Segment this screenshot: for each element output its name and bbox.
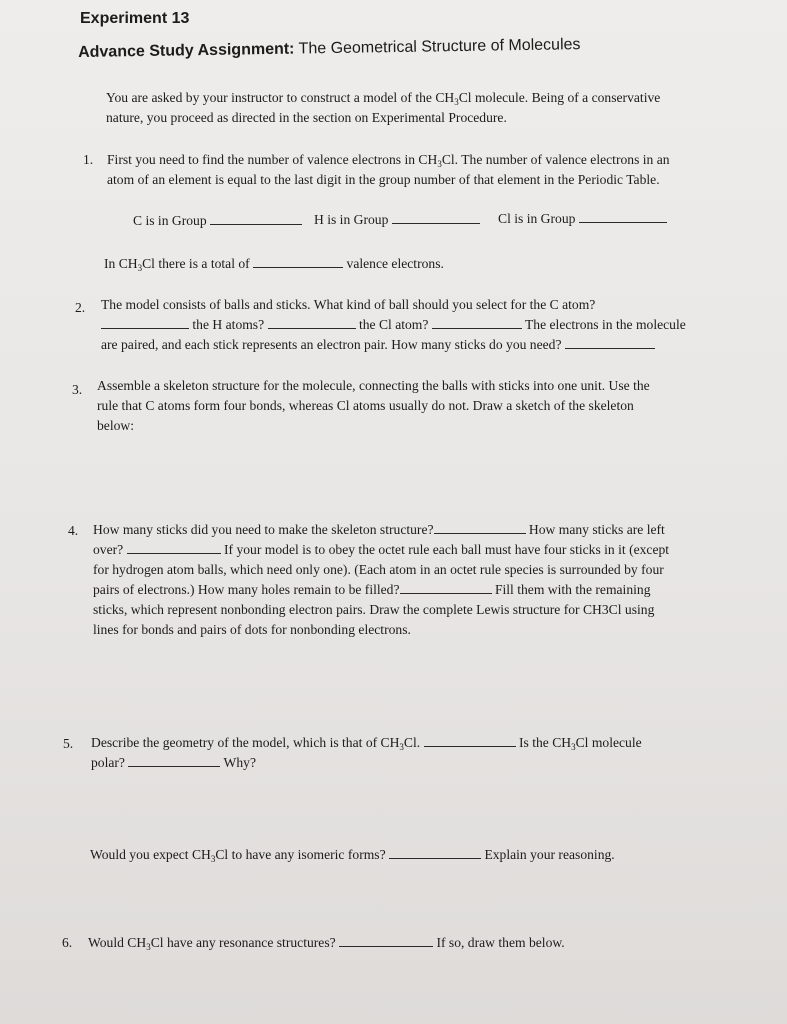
resonance-drawing-area[interactable]	[88, 960, 748, 1016]
h-atom-ball-blank[interactable]	[268, 315, 356, 329]
q1-cl-group: Cl is in Group	[498, 209, 667, 229]
intro-line-1: You are asked by your instructor to construct a model of the CH	[106, 90, 455, 105]
q1-text: First you need to find the number of valence electrons in $CH_3Cl$. The number of valence electrons in an atom of an element is equal to the last digit in the group number of that element in the Periodic Table.	[107, 152, 670, 187]
q6-text: Would $CH_3Cl$ have any resonance structures? If so, draw them below.	[88, 935, 565, 952]
cl-group-blank[interactable]	[579, 209, 667, 223]
assignment-label: Advance Study Assignment:	[78, 40, 295, 61]
skeleton-sketch-area[interactable]	[97, 440, 737, 510]
total-electrons-blank[interactable]	[253, 254, 343, 268]
sticks-left-blank[interactable]	[127, 540, 221, 554]
q5-text: Describe the geometry of the model, which is that of $CH_3Cl$. Is the $CH_3Cl$ molecule polar? Why?	[91, 735, 642, 770]
experiment-heading: Experiment 13	[80, 10, 190, 27]
isomer-blank[interactable]	[389, 845, 481, 859]
q1-total-electrons: In $CH_3Cl$ there is a total of valence electrons.	[104, 256, 444, 273]
q3-text: Assemble a skeleton structure for the molecule, connecting the balls with sticks into one unit. Use the rule that C atoms form four bonds, whereas Cl atoms usually do not. Draw a sketch of the skeleton below:	[97, 378, 650, 433]
h-group-blank[interactable]	[392, 210, 480, 224]
geometry-blank[interactable]	[424, 733, 516, 747]
polar-blank[interactable]	[128, 753, 220, 767]
cl-atom-ball-blank[interactable]	[432, 315, 522, 329]
resonance-blank[interactable]	[339, 933, 433, 947]
q2-number: 2.	[75, 300, 86, 315]
q1-number: 1.	[83, 152, 94, 167]
intro-line-2: nature, you proceed as directed in the section on Experimental Procedure.	[106, 110, 507, 125]
skeleton-sticks-blank[interactable]	[434, 520, 526, 534]
q2-text: The model consists of balls and sticks. What kind of ball should you select for the C atom? the H atoms? the Cl atom? The electrons in the molecule are paired, and each stick represents an electron pair. How many sticks do you need?	[101, 297, 686, 352]
q4-text: How many sticks did you need to make the skeleton structure? How many sticks are left over? If your model is to obey the octet rule each ball must have four sticks in it (except for hydrogen atom balls, which need only one). (Each atom in an octet rule species is surrounded by four pairs of electrons.) How many holes remain to be filled? Fill them with the remaining sticks, which represent nonbonding electron pairs. Draw the complete Lewis structure for CH3Cl using lines for bonds and pairs of dots for nonbonding electrons.	[93, 522, 670, 637]
q1-c-group: C is in Group	[133, 211, 302, 231]
intro-paragraph: You are asked by your instructor to construct a model of the $CH_3Cl$ molecule. Being of a conservative nature, you proceed as directed in the section on Experimental Procedure.	[106, 88, 660, 128]
q6-number: 6.	[62, 935, 73, 950]
q4-number: 4.	[68, 523, 79, 538]
q3-number: 3.	[72, 382, 83, 397]
sticks-needed-blank[interactable]	[565, 335, 655, 349]
holes-remaining-blank[interactable]	[400, 580, 492, 594]
assignment-title	[78, 36, 581, 62]
q5-isomer-question: Would you expect $CH_3Cl$ to have any isomeric forms? Explain your reasoning.	[90, 847, 615, 864]
lewis-structure-area[interactable]	[93, 648, 743, 728]
c-group-blank[interactable]	[210, 211, 302, 225]
q5-number: 5.	[63, 736, 74, 751]
q1-h-group: H is in Group	[314, 210, 480, 230]
assignment-subject: The Geometrical Structure of Molecules	[298, 36, 581, 58]
c-atom-ball-blank[interactable]	[101, 315, 189, 329]
